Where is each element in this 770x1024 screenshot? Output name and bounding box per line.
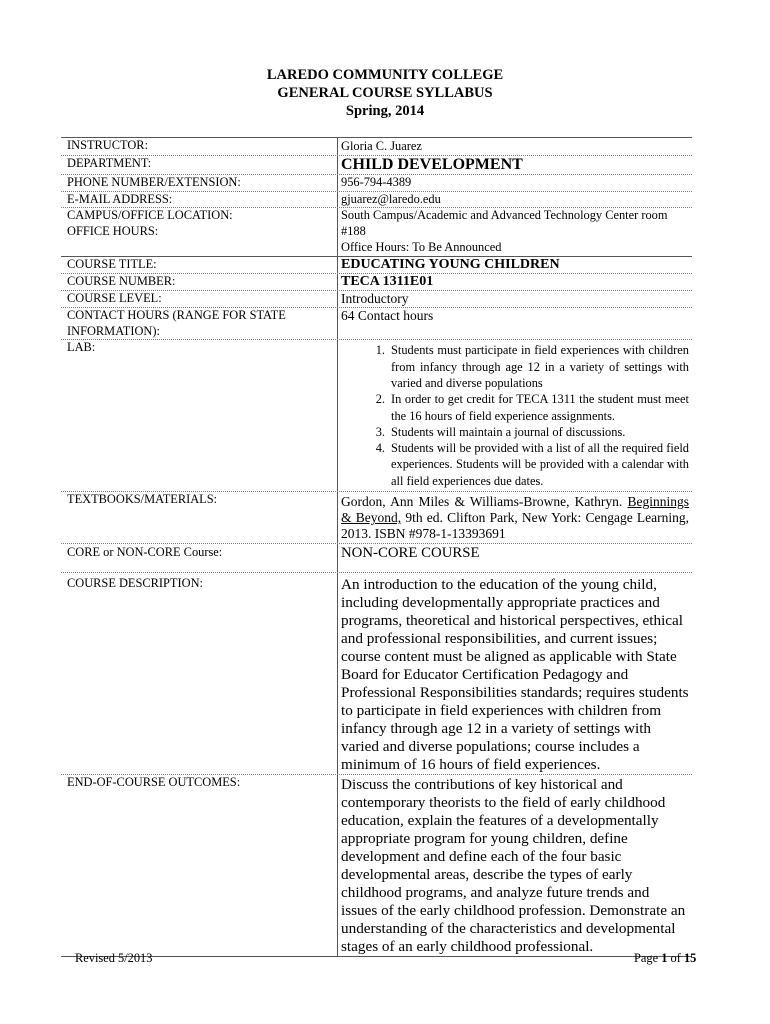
textbook-details: 9th ed. Clifton Park, New York: Cengage Learning, 2013. ISBN #978-1-13393691 bbox=[341, 510, 690, 542]
row-contact-hours bbox=[61, 308, 692, 341]
label-description: COURSE DESCRIPTION: bbox=[61, 573, 338, 774]
label-core: CORE or NON-CORE Course: bbox=[61, 544, 338, 572]
value-outcomes: Discuss the contributions of key historical and contemporary theorists to the field of early childhood education, explain the features of a developmentally appropriate program for young children, define development and define each of the four basic developmental areas, describe the types of early childhood programs, and analyze future trends and issues of the early childhood profession. Demonstrate an understanding of the characteristics and developmental stages of an early childhood professional. bbox=[341, 776, 686, 956]
label-email: E-MAIL ADDRESS: bbox=[61, 192, 338, 208]
syllabus-table bbox=[61, 137, 692, 957]
row-campus bbox=[61, 208, 692, 256]
value-course-title: EDUCATING YOUNG CHILDREN bbox=[341, 256, 560, 272]
label-contact-hours: CONTACT HOURS (RANGE FOR STATE INFORMATION): bbox=[61, 308, 338, 340]
label-course-level: COURSE LEVEL: bbox=[61, 291, 338, 307]
row-instructor bbox=[61, 137, 692, 156]
lab-item-number: 3. bbox=[375, 424, 385, 439]
row-course-number bbox=[61, 274, 692, 291]
textbook-authors: Gordon, Ann Miles & Williams-Browne, Kathryn. bbox=[341, 494, 623, 510]
value-textbooks bbox=[338, 492, 692, 543]
page-number bbox=[634, 951, 696, 966]
value-phone: 956-794-4389 bbox=[341, 174, 412, 189]
row-description bbox=[61, 573, 692, 775]
label-outcomes: END-OF-COURSE OUTCOMES: bbox=[61, 775, 338, 956]
page-word: Page bbox=[634, 951, 659, 965]
label-textbooks: TEXTBOOKS/MATERIALS: bbox=[61, 492, 338, 543]
value-description: An introduction to the education of the young child, including developmentally appropriate practices and programs, theoretical and historical perspectives, ethical and professional responsibilities, and current issues; course content must be aligned as applicable with State Board for Educator Certification Pedagogy and Professional Responsibilities standards; requires students to participate in field experiences with children from infancy through age 12 in a variety of settings with varied and diverse populations; course includes a minimum of 16 hours of field experiences. bbox=[341, 576, 689, 774]
label-lab: LAB: bbox=[61, 340, 338, 491]
label-office-hours: OFFICE HOURS: bbox=[67, 224, 159, 239]
lab-requirements-list bbox=[341, 342, 689, 489]
page-total: 15 bbox=[683, 951, 697, 965]
value-lab bbox=[338, 340, 692, 491]
label-phone: PHONE NUMBER/EXTENSION: bbox=[61, 175, 338, 191]
value-course-number: TECA 1311E01 bbox=[341, 273, 434, 289]
lab-item-text: Students must participate in field experiences with children from infancy through age 12 in a variety of settings with varied and diverse populations bbox=[391, 343, 689, 390]
label-campus: CAMPUS/OFFICE LOCATION: bbox=[67, 208, 233, 223]
document-header bbox=[0, 66, 770, 120]
document-title: GENERAL COURSE SYLLABUS bbox=[277, 85, 493, 101]
label-department: DEPARTMENT: bbox=[61, 156, 338, 174]
row-outcomes bbox=[61, 775, 692, 957]
label-course-number: COURSE NUMBER: bbox=[61, 274, 338, 290]
page-of: of bbox=[670, 951, 681, 965]
value-email: gjuarez@laredo.edu bbox=[341, 191, 441, 206]
row-course-title bbox=[61, 256, 692, 274]
label-instructor: INSTRUCTOR: bbox=[61, 138, 338, 155]
value-campus-block bbox=[338, 208, 692, 255]
lab-item bbox=[341, 424, 689, 440]
college-name: LAREDO COMMUNITY COLLEGE bbox=[266, 67, 504, 83]
value-department: CHILD DEVELOPMENT bbox=[341, 155, 523, 173]
lab-item-number: 2. bbox=[375, 392, 385, 407]
value-contact-hours: 64 Contact hours bbox=[341, 307, 434, 323]
label-campus-block bbox=[61, 208, 338, 255]
lab-item bbox=[341, 391, 689, 424]
lab-item-number: 4. bbox=[375, 441, 385, 456]
row-course-level bbox=[61, 291, 692, 308]
lab-item-text: Students will be provided with a list of all the required field experiences. Students will be provided with a calendar with all field experiences due dates. bbox=[391, 441, 689, 488]
textbook-title: Beginnings & Beyond, bbox=[341, 494, 690, 526]
lab-item bbox=[341, 440, 689, 489]
lab-item-text: In order to get credit for TECA 1311 the student must meet the 16 hours of field experience assignments. bbox=[391, 392, 689, 423]
row-email bbox=[61, 192, 692, 209]
row-department bbox=[61, 156, 692, 175]
value-instructor: Gloria C. Juarez bbox=[341, 139, 422, 153]
value-office-hours: Office Hours: To Be Announced bbox=[341, 239, 502, 254]
lab-item-text: Students will maintain a journal of discussions. bbox=[391, 424, 626, 439]
row-lab bbox=[61, 340, 692, 492]
value-core: NON-CORE COURSE bbox=[341, 545, 480, 562]
revision-note: Revised 5/2013 bbox=[75, 951, 153, 965]
lab-item bbox=[341, 342, 689, 391]
label-course-title: COURSE TITLE: bbox=[61, 257, 338, 273]
row-core bbox=[61, 544, 692, 573]
row-phone bbox=[61, 175, 692, 192]
row-textbooks bbox=[61, 492, 692, 544]
value-campus: South Campus/Academic and Advanced Technology Center room #188 bbox=[341, 208, 668, 239]
term: Spring, 2014 bbox=[345, 103, 425, 119]
value-course-level: Introductory bbox=[341, 290, 409, 306]
page-current: 1 bbox=[661, 951, 668, 965]
lab-item-number: 1. bbox=[375, 343, 385, 358]
